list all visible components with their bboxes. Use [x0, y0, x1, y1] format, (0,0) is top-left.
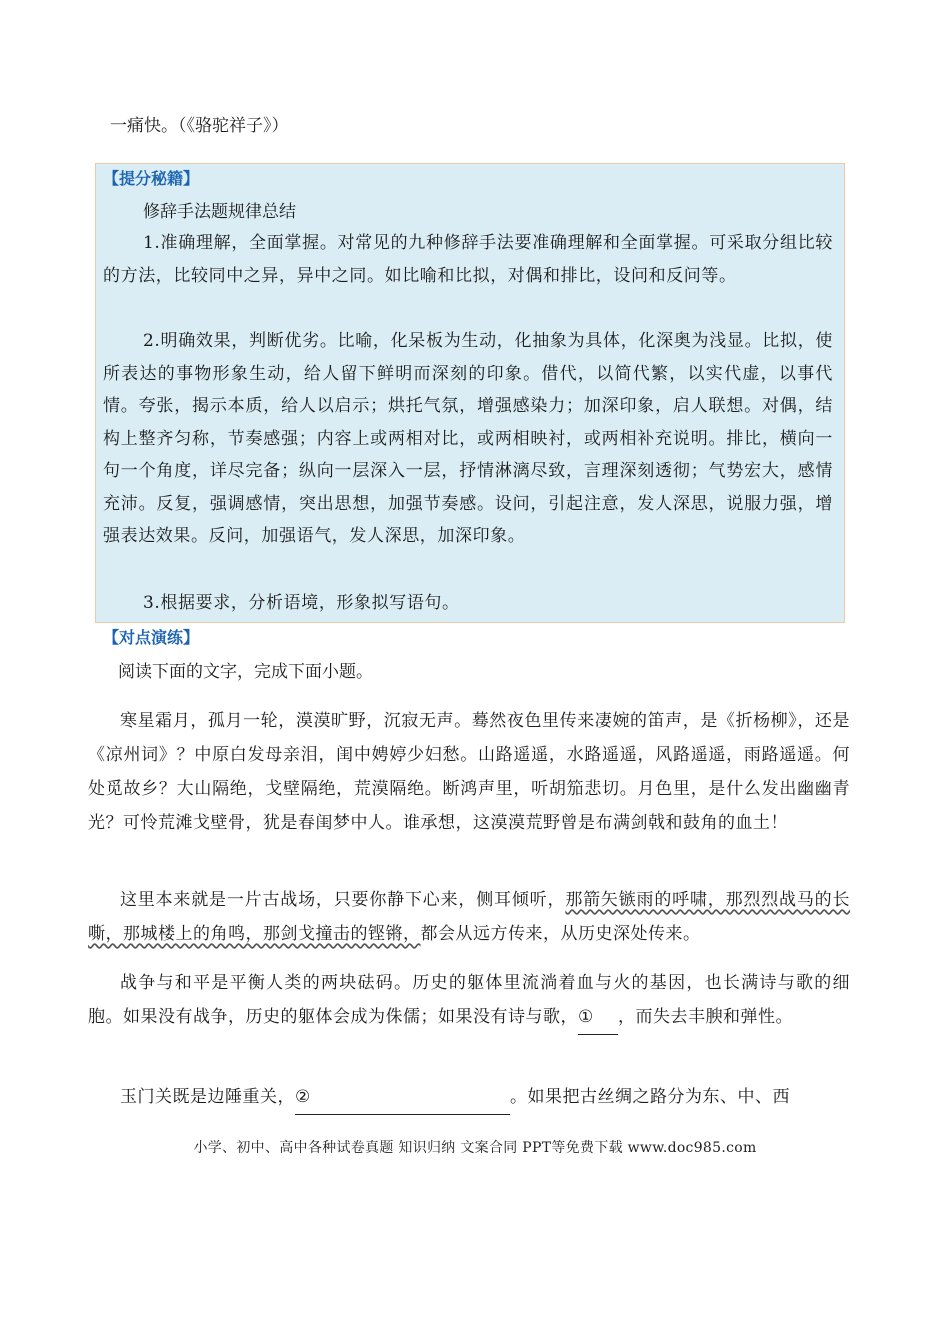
p3-end: ，而失去丰腴和弹性。	[618, 1007, 793, 1027]
blank-1[interactable]	[578, 1000, 618, 1035]
wavy-underlined-sentence: 那箭矢镞雨的呼啸，那烈烈战马的长嘶，那城楼上的角鸣，那剑戈撞击的铿锵，	[88, 890, 850, 944]
article-paragraph-2	[88, 883, 850, 951]
p2-end: 都会从远方传来，从历史深处传来。	[420, 924, 701, 944]
article-paragraph-1: 寒星霜月，孤月一轮，漠漠旷野，沉寂无声。蓦然夜色里传来凄婉的笛声，是《折杨柳》，还是《凉州词》？中原白发母亲泪，闺中娉婷少妇愁。山路遥遥，水路遥遥，风路遥遥，雨路遥遥。何处觅故乡？大山隔绝，戈壁隔绝，荒漠隔绝。断鸿声里，听胡笳悲切。月色里，是什么发出幽幽青光？可怜荒滩戈壁骨，犹是春闺梦中人。谁承想，这漠漠荒野曾是布满剑戟和鼓角的血土！	[88, 711, 850, 833]
tip-title: 【提分秘籍】	[103, 169, 200, 188]
p2-plain: 这里本来就是一片古战场，只要你静下心来，侧耳倾听，	[120, 890, 566, 910]
blank-1-label: ①	[578, 1007, 594, 1027]
tip-paragraph-2: 2.明确效果，判断优劣。比喻，化呆板为生动，化抽象为具体，化深奥为浅显。比拟，使所表达的事物形象生动，给人留下鲜明而深刻的印象。借代，以简代繁，以实代虚，以事代情。夸张，揭示本质，给人以启示；烘托气氛，增强感染力；加深印象，启人联想。对偶，结构上整齐匀称，节奏感强；内容上或两相对比，或两相映衬，或两相补充说明。排比，横向一句一个角度，详尽完备；纵向一层深入一层，抒情淋漓尽致，言理深刻透彻；气势宏大，感情充沛。反复，强调感情，突出思想，加强节奏感。设问，引起注意，发人深思，说服力强，增强表达效果。反问，加强语气，发人深思，加深印象。	[103, 331, 833, 546]
p4-end: 。如果把古丝绸之路分为东、中、西	[510, 1087, 790, 1107]
p3-start: 战争与和平是平衡人类的两块砝码。历史的躯体里流淌着血与火的基因，也长满诗与歌的细胞。如果没有战争，历史的躯体会成为侏儒；如果没有诗与歌，	[88, 973, 850, 1027]
article-paragraph-3	[88, 966, 850, 1035]
practice-title: 【对点演练】	[103, 628, 200, 647]
p4-start: 玉门关既是边陲重关，	[120, 1087, 295, 1107]
blank-2[interactable]	[295, 1080, 510, 1115]
page-footer: 小学、初中、高中各种试卷真题 知识归纳 文案合同 PPT等免费下载 www.doc985.com	[193, 1140, 757, 1156]
tip-paragraph-3: 3.根据要求，分析语境，形象拟写语句。	[143, 593, 460, 613]
tip-subtitle: 修辞手法题规律总结	[143, 202, 296, 222]
previous-text-ending: 一痛快。（《骆驼祥子》）	[110, 116, 289, 136]
tip-paragraph-1: 1.准确理解，全面掌握。对常见的九种修辞手法要准确理解和全面掌握。可采取分组比较的方法，比较同中之异，异中之同。如比喻和比拟，对偶和排比，设问和反问等。	[103, 233, 833, 286]
article-paragraph-4	[88, 1080, 850, 1115]
instruction: 阅读下面的文字，完成下面小题。	[118, 662, 373, 682]
blank-2-label: ②	[295, 1087, 311, 1107]
